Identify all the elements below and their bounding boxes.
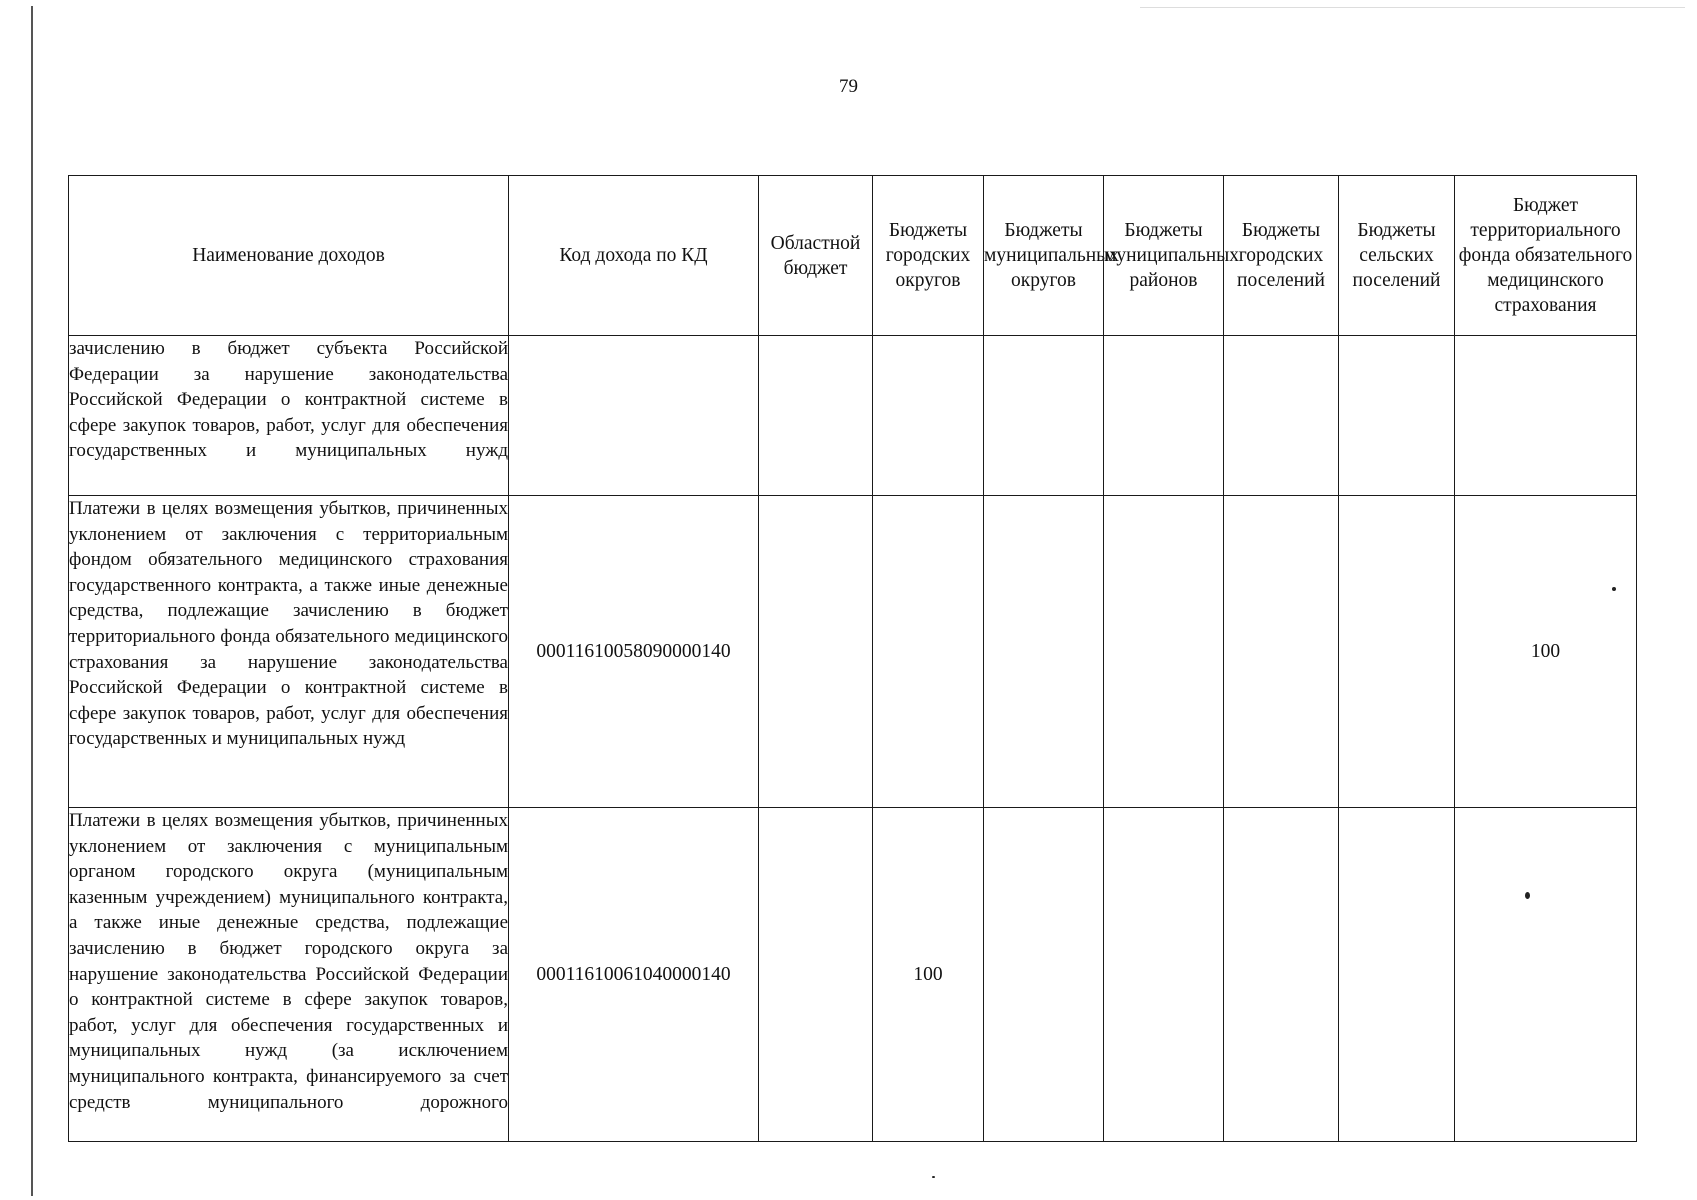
header-health-insurance-fund-budget: Бюджет территориального фонда обязательного медицинского страхования — [1455, 176, 1637, 336]
header-row — [69, 176, 1637, 336]
value-cell — [873, 336, 984, 496]
table-row — [69, 336, 1637, 496]
header-income-name: Наименование доходов — [69, 176, 509, 336]
value-cell — [1224, 336, 1339, 496]
header-rural-settlement-budgets: Бюджеты сельских поселений — [1339, 176, 1455, 336]
value-cell — [1224, 496, 1339, 808]
value-cell — [1455, 808, 1637, 1142]
value-cell — [1104, 496, 1224, 808]
value-cell: 100 — [1455, 496, 1637, 808]
value-cell — [984, 496, 1104, 808]
header-city-district-budgets: Бюджеты городских округов — [873, 176, 984, 336]
value-cell — [759, 336, 873, 496]
header-income-code: Код дохода по КД — [509, 176, 759, 336]
binding-margin-line — [31, 6, 33, 1196]
revenue-distribution-table — [68, 175, 1637, 1142]
value-cell — [984, 808, 1104, 1142]
value-cell — [984, 336, 1104, 496]
value-cell — [1104, 808, 1224, 1142]
header-urban-settlement-budgets: Бюджеты городских поселений — [1224, 176, 1339, 336]
value-cell — [873, 496, 984, 808]
value-cell — [1339, 496, 1455, 808]
income-code-cell — [509, 336, 759, 496]
header-municipal-area-budgets: Бюджеты муниципальных районов — [1104, 176, 1224, 336]
header-regional-budget: Областной бюджет — [759, 176, 873, 336]
value-cell — [759, 496, 873, 808]
income-name-cell: зачислению в бюджет субъекта Российской Федерации за нарушение законодательства Российской Федерации о контрактной системе в сфере закупок товаров, работ, услуг для обеспечения государственных и муниципальных нужд — [69, 336, 509, 496]
header-municipal-district-budgets: Бюджеты муниципальных округов — [984, 176, 1104, 336]
value-cell: 100 — [873, 808, 984, 1142]
income-code-cell: 00011610058090000140 — [509, 496, 759, 808]
scan-speck — [1525, 892, 1530, 899]
scan-speck — [932, 1176, 935, 1178]
value-cell — [759, 808, 873, 1142]
value-cell — [1455, 336, 1637, 496]
table-row — [69, 808, 1637, 1142]
page-number: 79 — [839, 76, 858, 97]
income-code-cell: 00011610061040000140 — [509, 808, 759, 1142]
value-cell — [1339, 808, 1455, 1142]
scan-top-edge — [1140, 7, 1685, 8]
income-name-cell: Платежи в целях возмещения убытков, причиненных уклонением от заключения с территориальным фондом обязательного медицинского страхования государственного контракта, а также иные денежные средства, подлежащие зачислению в бюджет территориального фонда обязательного медицинского страхования за нарушение законодательства Российской Федерации о контрактной системе в сфере закупок товаров, работ, услуг для обеспечения государственных и муниципальных нужд — [69, 496, 509, 808]
scan-speck — [1612, 587, 1616, 591]
value-cell — [1224, 808, 1339, 1142]
value-cell — [1104, 336, 1224, 496]
value-cell — [1339, 336, 1455, 496]
table-row — [69, 496, 1637, 808]
income-name-cell: Платежи в целях возмещения убытков, причиненных уклонением от заключения с муниципальным органом городского округа (муниципальным казенным учреждением) муниципального контракта, а также иные денежные средства, подлежащие зачислению в бюджет городского округа за нарушение законодательства Российской Федерации о контрактной системе в сфере закупок товаров, работ, услуг для обеспечения государственных и муниципальных нужд (за исключением муниципального контракта, финансируемого за счет средств муниципального дорожного — [69, 808, 509, 1142]
